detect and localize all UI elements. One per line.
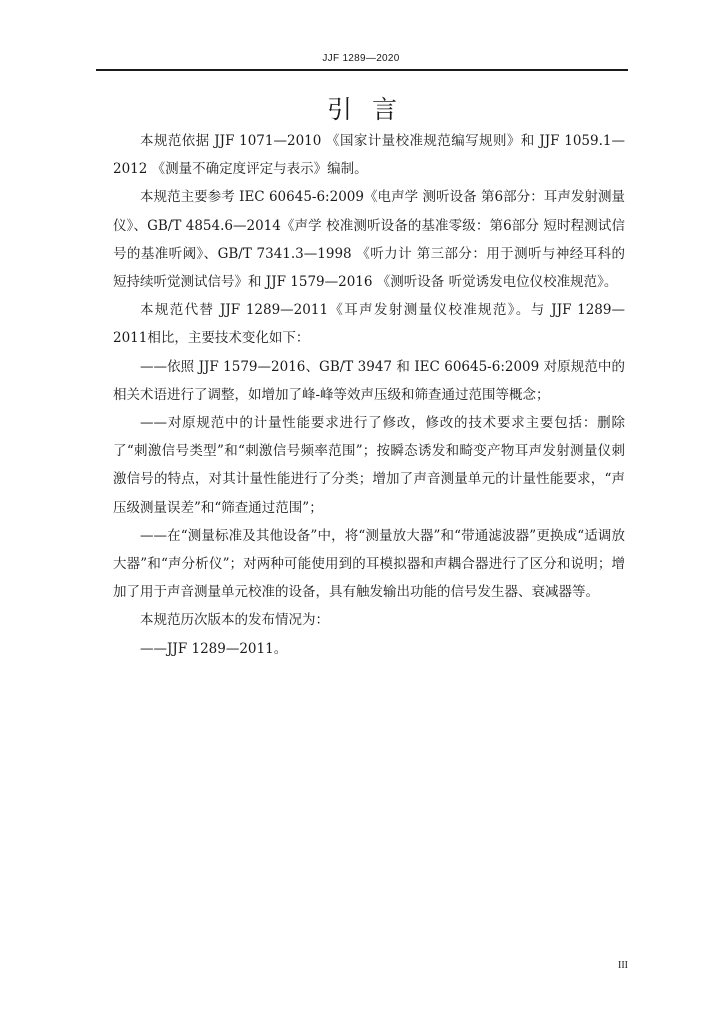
change-item-terms: ——依照 JJF 1579—2016、GB/T 3947 和 IEC 60645-6:2009 对原规范中的相关术语进行了调整，如增加了峰-峰等效声压级和筛查通过范围等概念；: [113, 358, 625, 403]
header-rule: [96, 69, 628, 71]
change-item-metrology: ——对原规范中的计量性能要求进行了修改，修改的技术要求主要包括：删除了“刺激信号类型”和“刺激信号频率范围”；按瞬态诱发和畸变产物耳声发射测量仪刺激信号的特点，对其计量性能进行了分类；增加了声音测量单元的计量性能要求，“声压级测量误差”和“筛查通过范围”；: [113, 415, 625, 516]
page-number: III: [618, 960, 628, 971]
running-header: JJF 1289—2020: [322, 53, 400, 64]
change-item-equipment: ——在“测量标准及其他设备”中，将“测量放大器”和“带通滤波器”更换成“适调放大器”和“声分析仪”；对两种可能使用到的耳模拟器和声耦合器进行了区分和说明；增加了用于声音测量单元校准的设备，具有触发输出功能的信号发生器、衰减器等。: [113, 527, 625, 601]
paragraph-basis: 本规范依据 JJF 1071—2010 《国家计量校准规范编写规则》和 JJF 1059.1—2012 《测量不确定度评定与表示》编制。: [113, 133, 625, 178]
paragraph-history: 本规范历次版本的发布情况为：: [140, 612, 329, 629]
paragraph-replacement: 本规范代替 JJF 1289—2011《耳声发射测量仪校准规范》。与 JJF 1289—2011相比，主要技术变化如下：: [113, 302, 625, 347]
section-title: 引言: [326, 95, 417, 124]
paragraph-references: 本规范主要参考 IEC 60645-6:2009《电声学 测听设备 第6部分：耳声发射测量仪》、GB/T 4854.6—2014《声学 校准测听设备的基准零级：第6部分 短时程测试信号的基准听阈》、GB/T 7341.3—1998 《听力计 第三部分：用于测听与神经耳科的短持续听觉测试信号》和 JJF 1579—2016 《测听设备 听觉诱发电位仪校准规范》。: [113, 189, 625, 291]
document-body: [113, 127, 625, 663]
history-item: ——JJF 1289—2011。: [140, 640, 288, 657]
